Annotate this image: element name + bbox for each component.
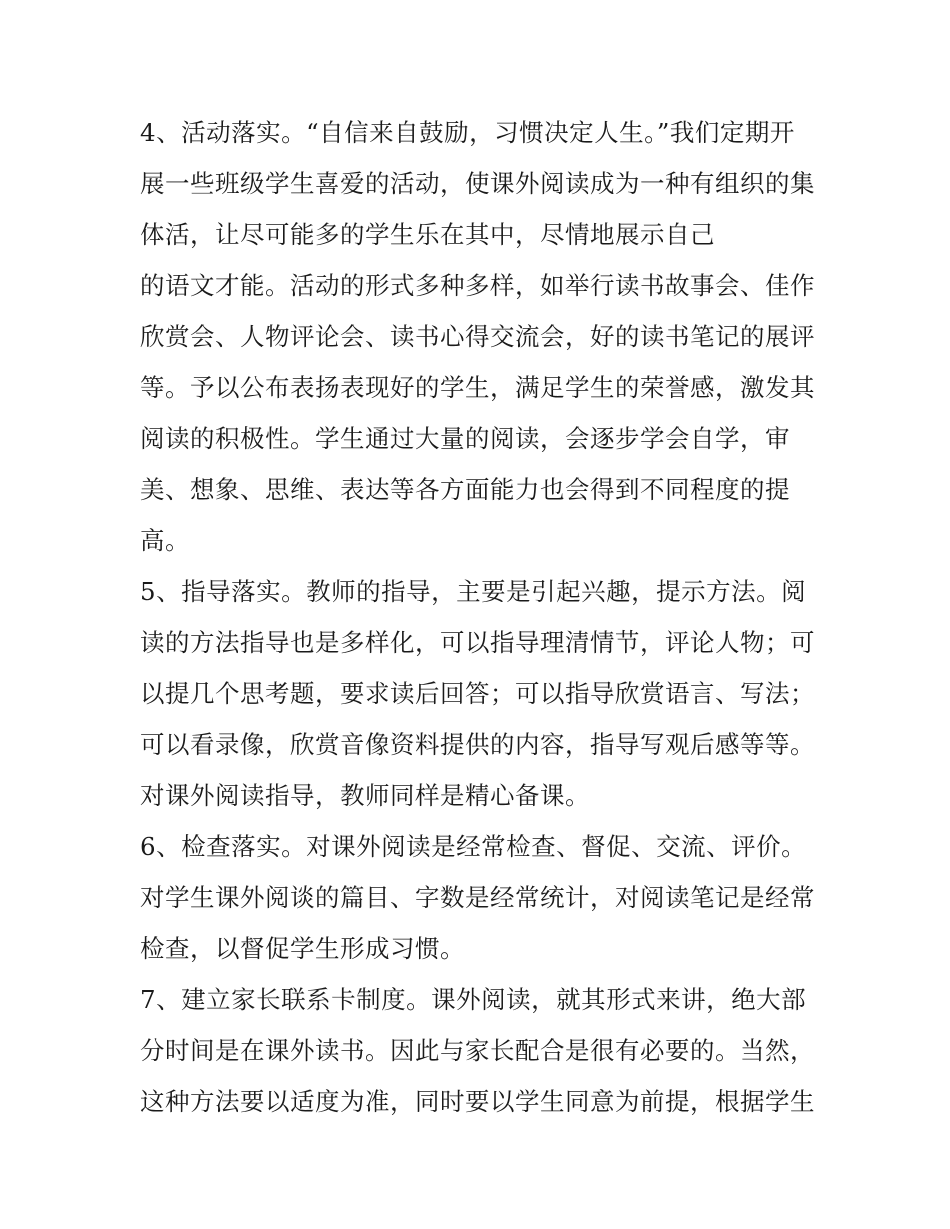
text-line: 展一些班级学生喜爱的活动，使课外阅读成为一种有组织的集 <box>140 169 815 198</box>
text-line: 美、想象、思维、表达等各方面能力也会得到不同程度的提 <box>140 475 790 504</box>
text-line: 6、检查落实。对课外阅读是经常检查、督促、交流、评价。 <box>140 832 807 861</box>
text-line: 检查，以督促学生形成习惯。 <box>140 934 465 963</box>
text-line: 可以看录像，欣赏音像资料提供的内容，指导写观后感等等。 <box>140 730 815 759</box>
text-line: 等。予以公布表扬表现好的学生，满足学生的荣誉感，激发其 <box>140 373 815 402</box>
text-line: 对课外阅读指导，教师同样是精心备课。 <box>140 781 590 810</box>
text-line: 的语文才能。活动的形式多种多样，如举行读书故事会、佳作 <box>140 271 815 300</box>
text-line: 体活，让尽可能多的学生乐在其中，尽情地展示自己 <box>140 220 715 249</box>
text-line: 读的方法指导也是多样化，可以指导理清情节，评论人物；可 <box>140 628 815 657</box>
text-line: 对学生课外阅谈的篇目、字数是经常统计，对阅读笔记是经常 <box>140 883 815 912</box>
text-line: 以提几个思考题，要求读后回答；可以指导欣赏语言、写法； <box>140 679 815 708</box>
text-line: 高。 <box>140 526 190 555</box>
text-line: 4、活动落实。“自信来自鼓励，习惯决定人生。”我们定期开 <box>140 118 795 147</box>
text-line: 5、指导落实。教师的指导，主要是引起兴趣，提示方法。阅 <box>140 577 807 606</box>
text-line: 欣赏会、人物评论会、读书心得交流会，好的读书笔记的展评 <box>140 322 815 351</box>
text-line: 7、建立家长联系卡制度。课外阅读，就其形式来讲，绝大部 <box>140 985 807 1014</box>
text-line: 这种方法要以适度为准，同时要以学生同意为前提，根据学生 <box>140 1087 815 1116</box>
document-body <box>140 107 820 1127</box>
text-line: 分时间是在课外读书。因此与家长配合是很有必要的。当然， <box>140 1036 815 1065</box>
text-line: 阅读的积极性。学生通过大量的阅读，会逐步学会自学，审 <box>140 424 790 453</box>
